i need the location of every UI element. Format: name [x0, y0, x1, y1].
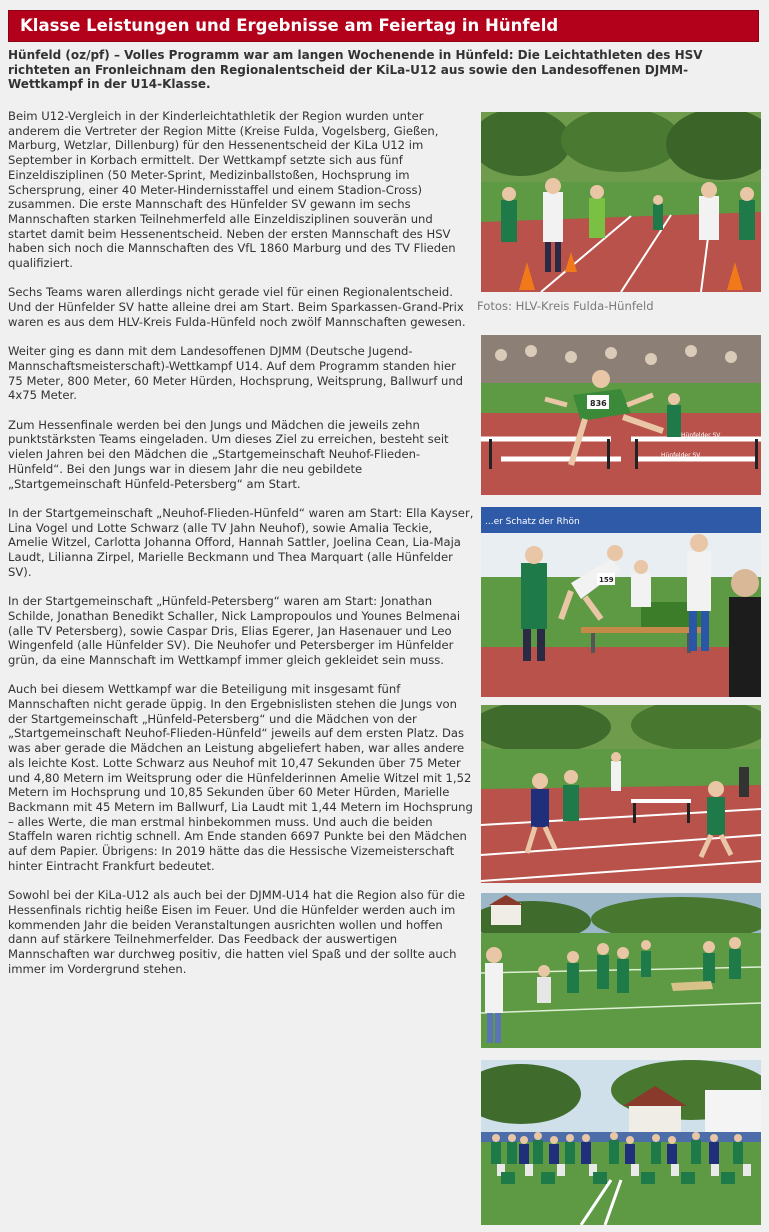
paragraph: Beim U12-Vergleich in der Kinderleichtathletik der Region wurden unter anderem die Vertreter der Region Mitte (Kreise Fulda, Vogelsberg, Gießen, Marburg, Wetzlar, Dillenburg) für den Hessenentscheid der KiLa U12 im September in Korbach ermittelt. Der Wettkampf setzte sich aus fünf Einzeldisziplinen (50 Meter-Sprint, Medizinballstoßen, Hochsprung im Schersprung, einer 40 Meter-Hindernisstaffel und einem Stadion-Cross) zusammen. Die erste Mannschaft des Hünfelder SV gewann im sechs Mannschaften starken Teilnehmerfeld alle Einzeldisziplinen souverän und startet damit beim Hessenentscheid. Neben der ersten Mannschaft des HSV haben sich noch die Mannschaften des VfL 1860 Marburg und des TV Flieden qualifiziert.: [8, 109, 456, 271]
paragraph: Auch bei diesem Wettkampf war die Beteiligung mit insgesamt fünf Mannschaften nicht gerade üppig. In den Ergebnislisten stehen die Jungs von der Startgemeinschaft „Hünfeld-Petersberg“ und die Mädchen von der „Startgemeinschaft Neuhof-Flieden-Hünfeld“ jeweils auf dem ersten Platz. Das was aber gerade die Mädchen an Leistung abgeliefert haben, war alles andere als leichte Kost. Lotte Schwarz aus Neuhof mit 10,47 Sekunden über 75 Meter und 4,80 Metern im Weitsprung oder die Hünfelderinnen Amelie Witzel mit 1,52 Metern im Hochsprung und 10,85 Sekunden über 60 Meter Hürden, Marielle Backmann mit 45 Metern im Ballwurf, Lia Laudt mit 1,44 Metern im Hochsprung – alles Werte, die man erstmal hinbekommen muss. Und auch die beiden Staffeln waren richtig schnell. Am Ende standen 6697 Punkte bei den Mädchen auf dem Papier. Übrigens: In 2019 hätte das die Hessische Vizemeisterschaft hinter Eintracht Frankfurt bedeutet.: [8, 682, 473, 873]
paragraph: In der Startgemeinschaft „Neuhof-Flieden-Hünfeld“ waren am Start: Ella Kayser, Lina Vogel und Lotte Schwarz (alle TV Jahn Neuhof), sowie Amalia Teckie, Amelie Witzel, Carlotta Johanna Offord, Hannah Sattler, Joelina Cean, Lia-Maja Laudt, Lilianna Zirpel, Marielle Beckmann und Thea Marquart (alle Hünfelder SV).: [8, 505, 474, 579]
paragraph: Zum Hessenfinale werden bei den Jungs und Mädchen die jeweils zehn punktstärksten Teams eingeladen. Um dieses Ziel zu erreichen, besteht seit vielen Jahren bei den Mädchen die „Startgemeinschaft Neuhof-Flieden-Hünfeld“. Bei den Jungs war in diesem Jahr die neu gebildete „Startgemeinschaft Hünfeld-Petersberg“ am Start.: [8, 417, 449, 491]
photo-field-athletes[interactable]: [481, 893, 761, 1048]
paragraph: In der Startgemeinschaft „Hünfeld-Petersberg“ waren am Start: Jonathan Schilde, Jonathan Benedikt Schaller, Nick Lampropoulos und Younes Belmenai (alle TV Petersberg), sowie Caspar Dris, Elias Egerer, Jan Hasenauer und Leo Wingenfeld (alle Hünfelder SV). Die Neuhofer und Petersberger im Hünfelder grün, da eine Mannschaft im Wettkampf immer gleich gekleidet sein muss.: [8, 594, 461, 667]
photo-caption: Fotos: HLV-Kreis Fulda-Hünfeld: [477, 299, 654, 313]
photo-group[interactable]: [481, 1060, 761, 1225]
bib-number: 836: [590, 399, 607, 408]
photo-high-jump[interactable]: [481, 507, 761, 697]
photo-sprint-race[interactable]: [481, 112, 761, 292]
paragraph: Weiter ging es dann mit dem Landesoffenen DJMM (Deutsche Jugend-Mannschaftsmeisterschaft)-Wettkampf U14. Auf dem Programm standen hier 75 Meter, 800 Meter, 60 Meter Hürden, Hochsprung, Weitsprung, Ballwurf und 4x75 Meter.: [8, 344, 464, 403]
photo-column: [477, 0, 762, 1232]
paragraph: Sechs Teams waren allerdings nicht gerade viel für einen Regionalentscheid. Und der Hünfelder SV hatte alleine drei am Start. Beim Sparkassen-Grand-Prix waren es aus dem HLV-Kreis Fulda-Hünfeld noch zwölf Mannschaften gewesen.: [8, 285, 466, 329]
bib-number: 159: [599, 576, 614, 584]
article-title: Klasse Leistungen und Ergebnisse am Feiertag in Hünfeld: [20, 16, 559, 35]
photo-sprint-boys[interactable]: [481, 705, 761, 883]
hurdle-label: Hünfelder SV: [661, 452, 701, 459]
photo-hurdles[interactable]: [481, 335, 761, 495]
banner-text: ...er Schatz der Rhön: [485, 517, 580, 527]
article-body: [8, 109, 474, 976]
paragraph: Sowohl bei der KiLa-U12 als auch bei der DJMM-U14 hat die Region also für die Hessenfinals richtig heiße Eisen im Feuer. Und die Hünfelder werden auch im kommenden Jahr die beiden Veranstaltungen ausrichten wollen und hoffen dann auf stärkere Teilnehmerfelder. Das Feedback der auswertigen Mannschaften war durchweg positiv, die hatten viel Spaß und der sollte auch immer im Vordergrund stehen.: [8, 888, 466, 976]
article-lead: Hünfeld (oz/pf) – Volles Programm war am langen Wochenende in Hünfeld: Die Leichtathleten des HSV richteten an Fronleichnam den Regionalentscheid der KiLa-U12 aus sowie den Landesoffenen DJMM-Wettkampf in der U14-Klasse.: [8, 48, 703, 92]
hurdle-label: Hünfelder SV: [681, 432, 721, 439]
